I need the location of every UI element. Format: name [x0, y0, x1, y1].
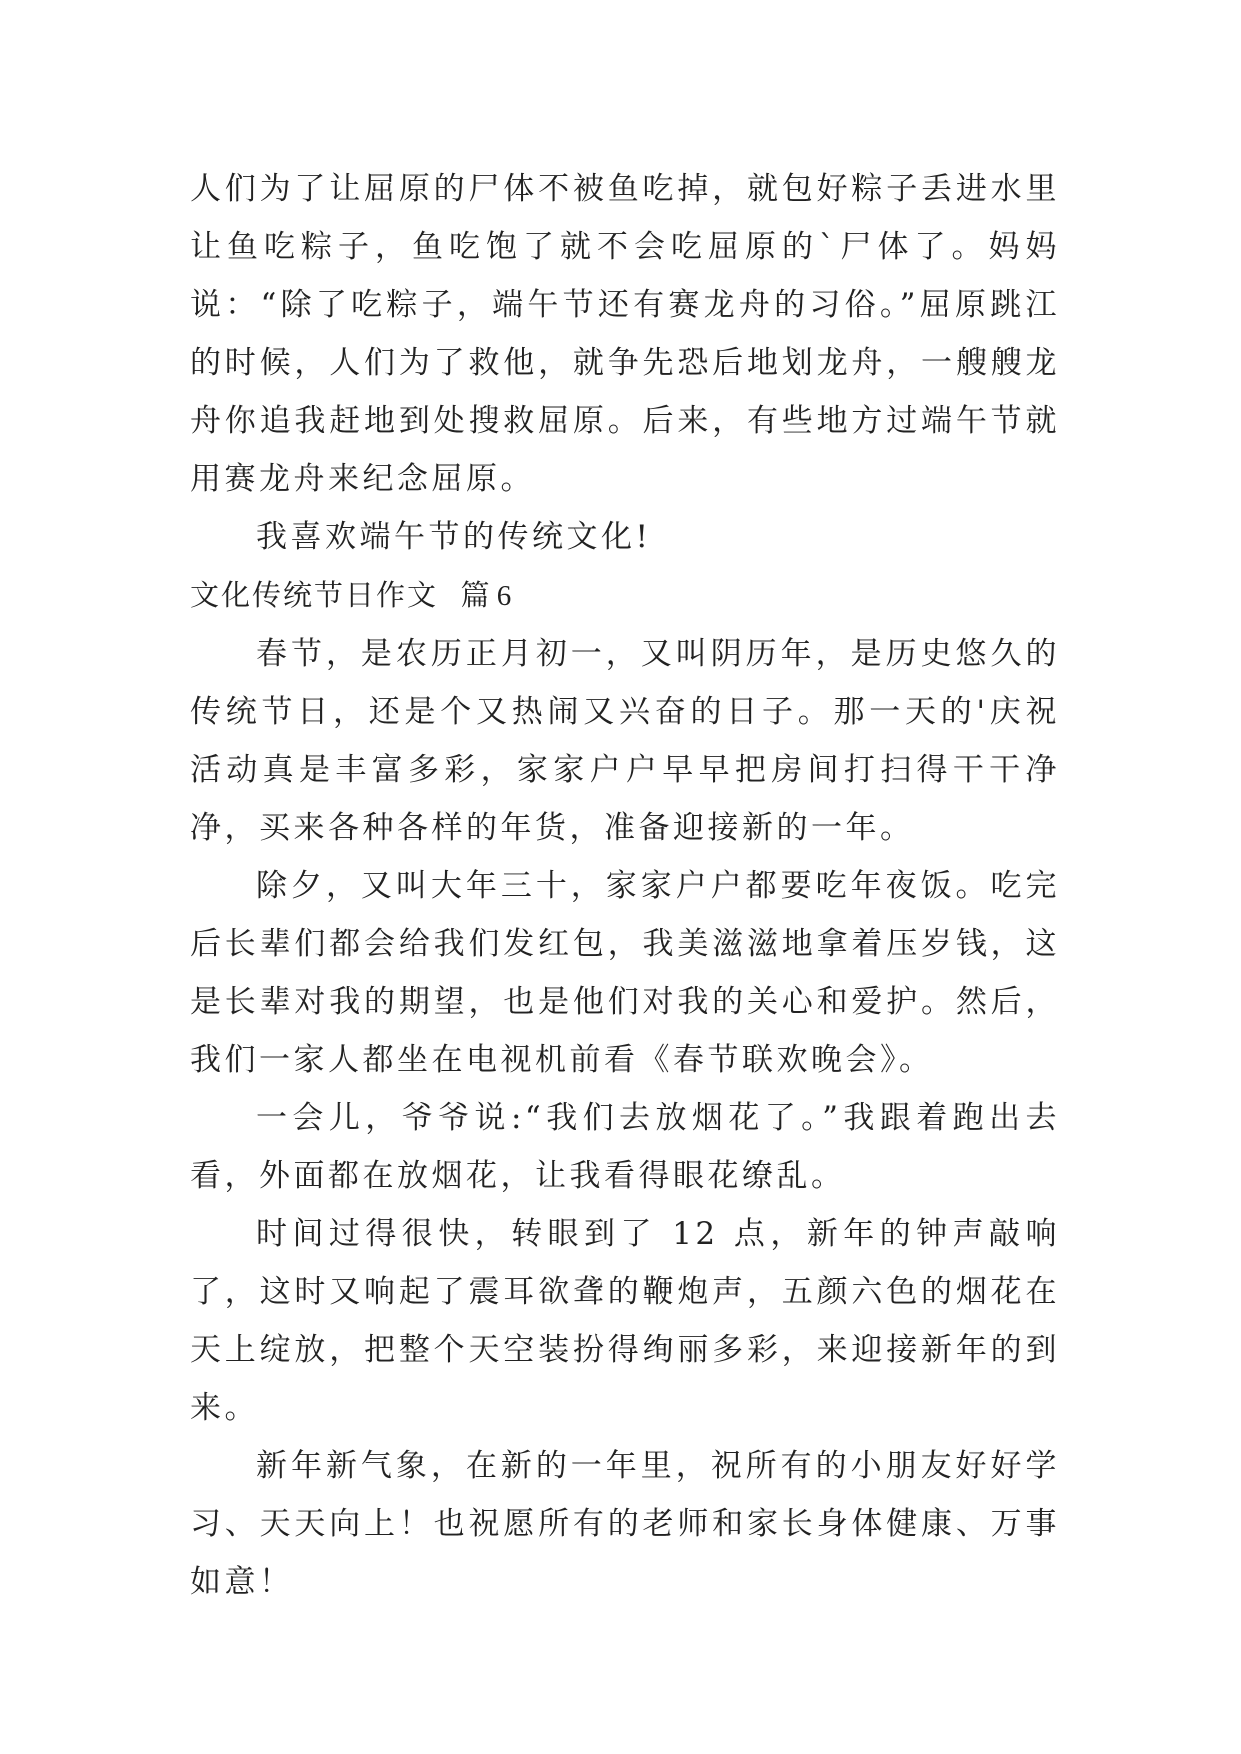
paragraph-dragon-boat-story: 人们为了让屈原的尸体不被鱼吃掉，就包好粽子丢进水里让鱼吃粽子，鱼吃饱了就不会吃屈原的`尸体了。妈妈说：“除了吃粽子，端午节还有赛龙舟的习俗。”屈原跳江的时候，人们为了救他，就争先恐后地划龙舟，一艘艘龙舟你追我赶地到处搜救屈原。后来，有些地方过端午节就用赛龙舟来纪念屈原。 [190, 171, 1060, 497]
article-body [190, 160, 1060, 1611]
paragraph-midnight: 时间过得很快，转眼到了 12 点，新年的钟声敲响了，这时又响起了震耳欲聋的鞭炮声，五颜六色的烟花在天上绽放，把整个天空装扮得绚丽多彩，来迎接新年的到来。 [190, 1216, 1060, 1426]
paragraph-spring-festival-intro: 春节，是农历正月初一，又叫阴历年，是历史悠久的传统节日，还是个又热闹又兴奋的日子。那一天的'庆祝活动真是丰富多彩，家家户户早早把房间打扫得干干净净，买来各种各样的年货，准备迎接新的一年。 [190, 636, 1060, 846]
paragraph-new-year-wishes: 新年新气象，在新的一年里，祝所有的小朋友好好学习、天天向上！也祝愿所有的老师和家长身体健康、万事如意！ [190, 1448, 1060, 1600]
essay-section-number: 篇 6 [460, 580, 512, 612]
paragraph-fireworks: 一会儿，爷爷说:“我们去放烟花了。”我跟着跑出去看，外面都在放烟花，让我看得眼花缭乱。 [190, 1100, 1060, 1194]
essay-heading [190, 566, 1060, 625]
paragraph-love-tradition: 我喜欢端午节的传统文化! [256, 519, 652, 555]
essay-title: 文化传统节日作文 [190, 578, 439, 612]
paragraph-new-years-eve: 除夕，又叫大年三十，家家户户都要吃年夜饭。吃完后长辈们都会给我们发红包，我美滋滋地拿着压岁钱，这是长辈对我的期望，也是他们对我的关心和爱护。然后，我们一家人都坐在电视机前看《春节联欢晚会》。 [190, 868, 1060, 1078]
